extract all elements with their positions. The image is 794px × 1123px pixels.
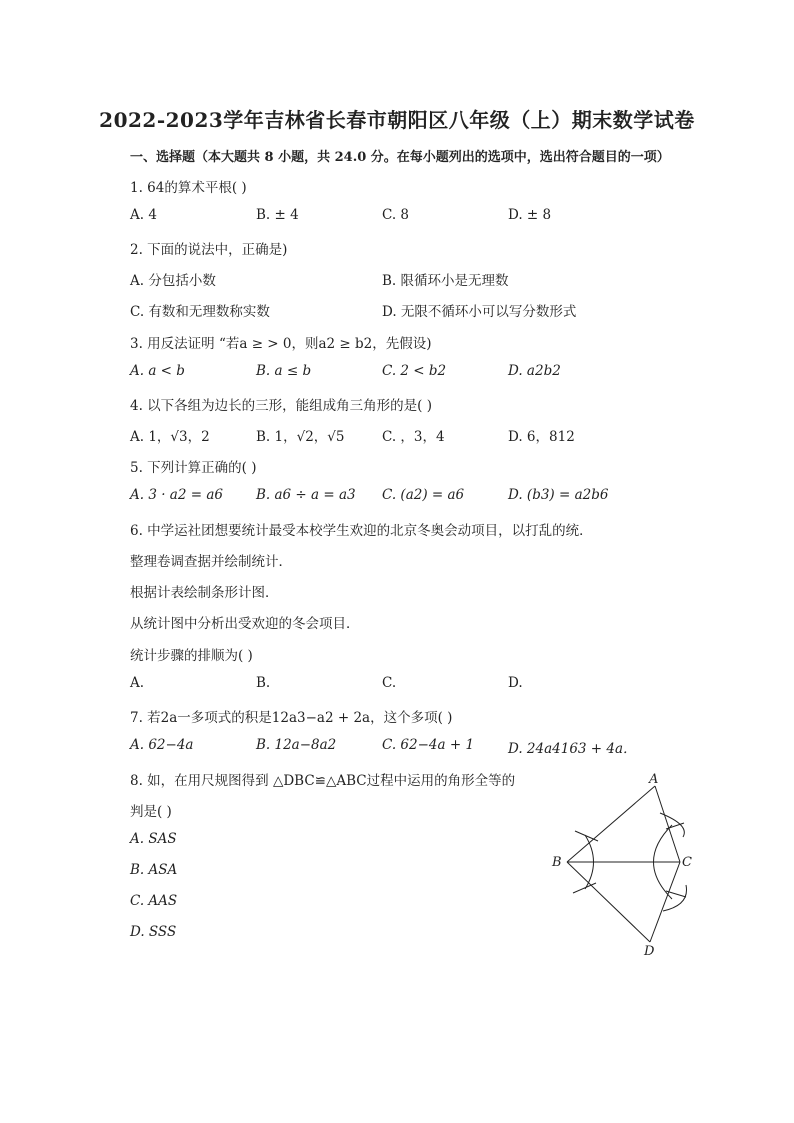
page-title: 2022-2023学年吉林省长春市朝阳区八年级（上）期末数学试卷 <box>99 108 695 132</box>
q4-option-b: B. 1，√2，√5 <box>256 429 345 445</box>
q3-option-b: B. a ≤ b <box>256 363 312 379</box>
q1-option-b: B. ± 4 <box>256 207 299 223</box>
q1-option-c: C. 8 <box>382 207 410 223</box>
question-5-stem: 5. 下列计算正确的( ) <box>130 460 257 476</box>
q1-option-d: D. ± 8 <box>508 207 552 223</box>
q6-line-1: 整理卷调查据并绘制统计． <box>130 554 292 570</box>
segment-bd <box>567 862 650 942</box>
label-a: A <box>649 772 659 787</box>
label-c: C <box>682 855 692 870</box>
q4-option-a: A. 1，√3，2 <box>130 429 210 445</box>
q5-option-d: D. (b3) = a2b6 <box>508 487 609 503</box>
question-8-stem: 8. 如，在用尺规图得到 △DBC≌△ABC过程中运用的角形全等的 <box>130 773 516 789</box>
q3-option-c: C. 2 < b2 <box>382 363 447 379</box>
q2-option-d: D. 无限不循环小可以写分数形式 <box>382 304 577 320</box>
q6-option-b: B. <box>256 675 271 691</box>
segment-ab <box>567 786 655 862</box>
question-4-stem: 4. 以下各组为边长的三形，能组成角三角形的是( ) <box>130 398 432 414</box>
q2-option-c: C. 有数和无理数称实数 <box>130 304 270 320</box>
q8-option-d: D. SSS <box>130 924 177 940</box>
question-1-stem: 1. 64的算术平根( ) <box>130 180 247 196</box>
q8-option-b: B. ASA <box>130 862 178 878</box>
q8-line-1: 判是( ) <box>130 804 172 820</box>
q1-option-a: A. 4 <box>130 207 157 223</box>
q6-option-c: C. <box>382 675 397 691</box>
arc-a-mark <box>660 813 684 837</box>
label-b: B <box>552 855 562 870</box>
q7-option-b: B. 12a−8a2 <box>256 737 337 753</box>
q2-option-a: A. 分包括小数 <box>130 273 216 289</box>
question-6-stem: 6. 中学运社团想要统计最受本校学生欢迎的北京冬奥会动项目，以打乱的统． <box>130 523 593 539</box>
construction-figure <box>540 765 700 965</box>
q7-option-a: A. 62−4a <box>130 737 194 753</box>
q7-option-c: C. 62−4a + 1 <box>382 737 475 753</box>
q3-option-a: A. a < b <box>130 363 185 379</box>
q4-option-c: C. ，3，4 <box>382 429 445 445</box>
q6-option-a: A. <box>130 675 145 691</box>
q6-line-3: 从统计图中分析出受欢迎的冬会项目． <box>130 616 360 632</box>
question-2-stem: 2. 下面的说法中，正确是) <box>130 242 288 258</box>
q5-option-c: C. (a2) = a6 <box>382 487 465 503</box>
q5-option-a: A. 3 · a2 = a6 <box>130 487 223 503</box>
segment-ac <box>655 786 680 862</box>
question-7-stem: 7. 若2a一多项式的积是12a3−a2 + 2a，这个多项( ) <box>130 710 453 726</box>
tick-bd <box>573 883 596 893</box>
q5-option-b: B. a6 ÷ a = a3 <box>256 487 356 503</box>
q2-option-b: B. 限循环小是无理数 <box>382 273 509 289</box>
q6-option-d: D. <box>508 675 523 691</box>
label-d: D <box>644 944 655 959</box>
q8-option-c: C. AAS <box>130 893 178 909</box>
q4-option-d: D. 6，812 <box>508 429 575 445</box>
tick-ab <box>575 831 598 841</box>
q7-option-d: D. 24a4163 + 4a． <box>508 741 637 757</box>
q8-option-a: A. SAS <box>130 831 177 847</box>
section-heading: 一、选择题（本大题共 8 小题，共 24.0 分。在每小题列出的选项中，选出符合题目的一项） <box>130 150 670 165</box>
q3-option-d: D. a2b2 <box>508 363 561 379</box>
q6-line-2: 根据计表绘制条形计图． <box>130 585 279 601</box>
q6-line-4: 统计步骤的排顺为( ) <box>130 648 253 664</box>
question-3-stem: 3. 用反法证明 “若a ≥ > 0，则a2 ≥ b2，先假设) <box>130 336 432 352</box>
segment-cd <box>650 862 680 942</box>
